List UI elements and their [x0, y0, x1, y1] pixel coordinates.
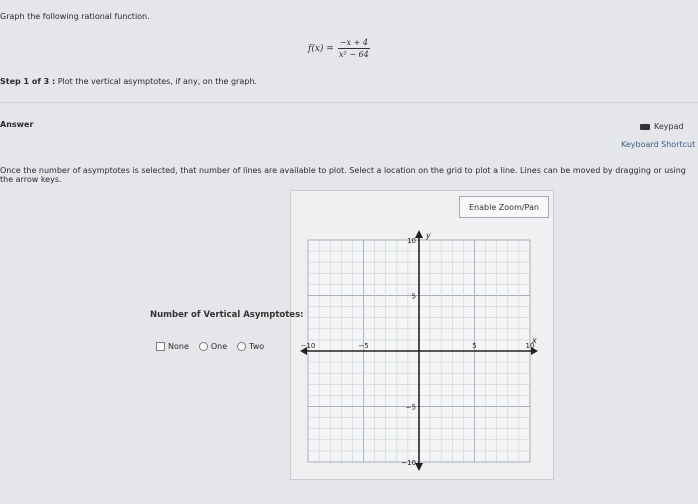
keyboard-icon — [640, 124, 650, 130]
x-tick-label: 10 — [525, 342, 535, 350]
function-fraction — [338, 38, 370, 59]
function-lhs: f(x) = — [308, 43, 334, 54]
y-axis-down-arrow-icon — [415, 463, 423, 471]
y-axis-up-arrow-icon — [415, 230, 423, 238]
x-tick-label: −10 — [300, 342, 316, 350]
y-axis-label: y — [426, 231, 431, 240]
vertical-asymptotes-label: Number of Vertical Asymptotes: — [150, 310, 304, 320]
keypad-button[interactable] — [640, 122, 684, 131]
answer-label: Answer — [0, 120, 34, 129]
one-radio[interactable] — [199, 342, 208, 351]
y-tick-label: 5 — [411, 292, 416, 301]
asymptote-options — [156, 342, 264, 351]
section-divider — [0, 102, 698, 103]
x-axis-label: x — [532, 336, 537, 345]
help-text-line1: Once the number of asymptotes is selected, that number of lines are available to plot. Select a location on the grid to plot a line. Lines can be moved by dragging or using — [0, 166, 686, 175]
option-none[interactable] — [156, 342, 189, 351]
option-two-label: Two — [249, 342, 265, 351]
step-instruction: Plot the vertical asymptotes, if any, on the graph. — [57, 77, 257, 86]
option-one[interactable] — [199, 342, 227, 351]
coordinate-grid[interactable] — [296, 226, 546, 474]
enable-zoom-pan-button[interactable]: Enable Zoom/Pan — [459, 196, 549, 218]
y-tick-label: −5 — [405, 403, 416, 412]
x-tick-label: −5 — [358, 342, 369, 350]
keyboard-shortcuts-link[interactable]: Keyboard Shortcut — [621, 140, 696, 149]
keypad-label: Keypad — [654, 122, 684, 131]
help-text-line2: the arrow keys. — [0, 175, 62, 184]
function-numerator: −x + 4 — [339, 38, 368, 47]
option-none-label: None — [168, 342, 189, 351]
option-one-label: One — [210, 342, 228, 351]
step-label: Step 1 of 3 : — [0, 77, 56, 86]
two-radio[interactable] — [237, 342, 246, 351]
none-checkbox[interactable] — [156, 342, 165, 351]
x-tick-label: 5 — [472, 342, 477, 350]
y-tick-label: 10 — [407, 237, 416, 245]
function-denominator: x² − 64 — [339, 50, 369, 59]
y-tick-label: −10 — [401, 459, 416, 467]
step-line — [0, 77, 257, 86]
question-prompt: Graph the following rational function. — [0, 12, 150, 21]
option-two[interactable] — [237, 342, 264, 351]
function-display — [308, 38, 370, 59]
